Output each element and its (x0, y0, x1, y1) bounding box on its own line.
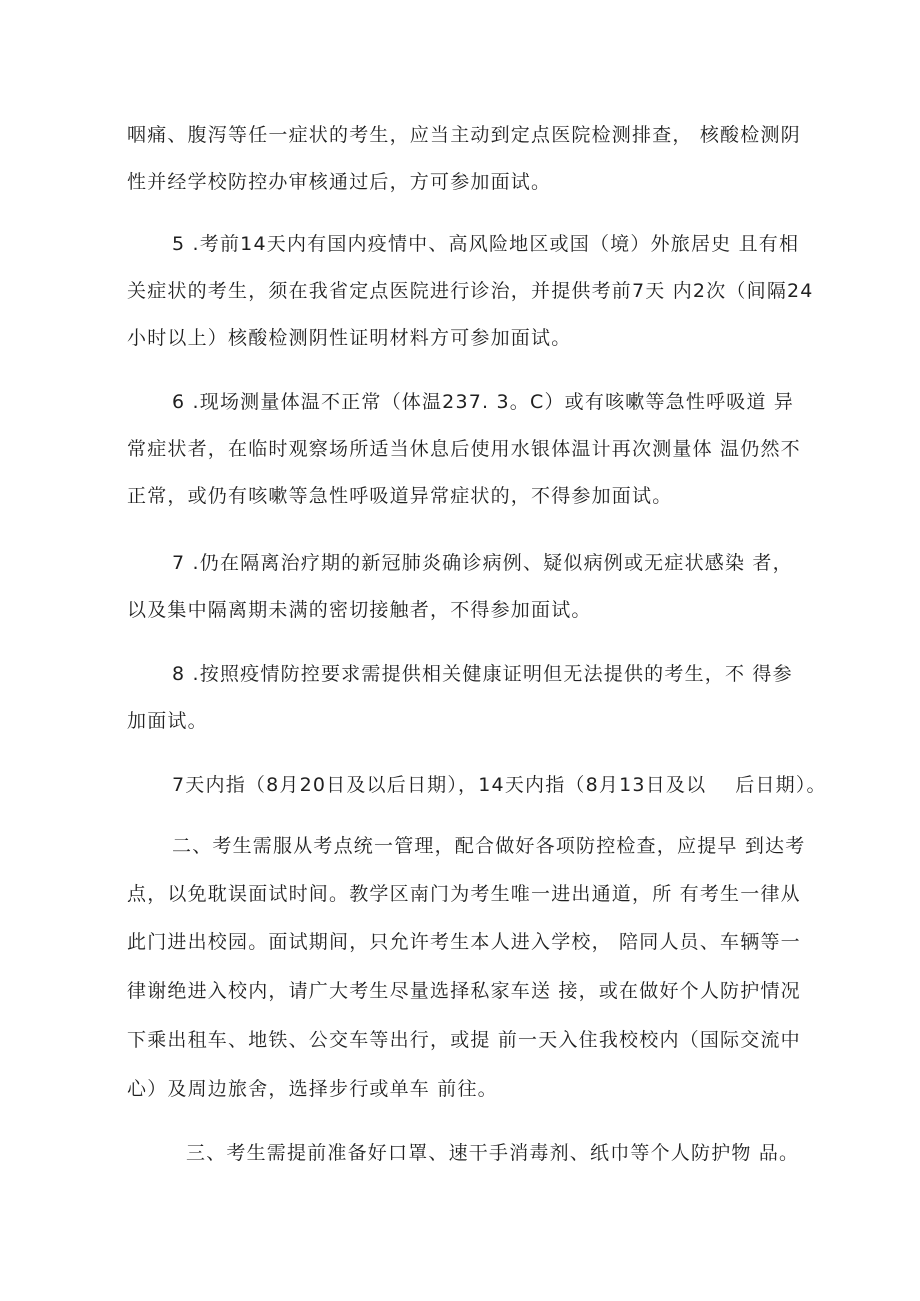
section-2-line-3: 此门进出校园。面试期间，只允许考生本人进入学校， 陪同人员、车辆等一 (127, 931, 801, 953)
item-5-line-2: 关症状的考生，须在我省定点医院进行诊治，并提供考前7天 内2次（间隔24 (127, 280, 814, 302)
section-2-line-4: 律谢绝进入校内，请广大考生尽量选择私家车送 接，或在做好个人防护情况 (127, 980, 801, 1002)
item-8-line-2: 加面试。 (127, 710, 208, 732)
paragraph-continued-line-1: 咽痛、腹泻等任一症状的考生，应当主动到定点医院检测排查， 核酸检测阴 (127, 124, 801, 146)
section-3-line-1: 三、考生需提前准备好口罩、速干手消毒剂、纸巾等个人防护物 品。 (186, 1142, 800, 1164)
item-6-line-1: 6 .现场测量体温不正常（体温237. 3。C）或有咳嗽等急性呼吸道 异 (172, 391, 795, 413)
section-2-line-1: 二、考生需服从考点统一管理，配合做好各项防控检查，应提早 到达考 (172, 835, 806, 857)
date-note-line: 7天内指（8月20日及以后日期），14天内指（8月13日及以 后日期）。 (172, 774, 827, 796)
paragraph-continued-line-2: 性并经学校防控办审核通过后，方可参加面试。 (127, 171, 552, 193)
item-6-line-2: 常症状者，在临时观察场所适当休息后使用水银体温计再次测量体 温仍然不 (127, 438, 801, 460)
item-8-line-1: 8 .按照疫情防控要求需提供相关健康证明但无法提供的考生，不 得参 (172, 663, 793, 685)
item-5-line-1: 5 .考前14天内有国内疫情中、高风险地区或国（境）外旅居史 且有相 (172, 233, 800, 255)
section-2-line-5: 下乘出租车、地铁、公交车等出行，或提 前一天入住我校校内（国际交流中 (127, 1029, 801, 1051)
item-5-line-3: 小时以上）核酸检测阴性证明材料方可参加面试。 (127, 327, 572, 349)
item-7-line-2: 以及集中隔离期未满的密切接触者，不得参加面试。 (127, 599, 592, 621)
item-6-line-3: 正常，或仍有咳嗽等急性呼吸道异常症状的，不得参加面试。 (127, 485, 673, 507)
section-2-line-2: 点，以免耽误面试时间。教学区南门为考生唯一进出通道，所 有考生一律从 (127, 883, 801, 905)
section-2-line-6: 心）及周边旅舍，选择步行或单车 前往。 (127, 1078, 498, 1100)
item-7-line-1: 7 .仍在隔离治疗期的新冠肺炎确诊病例、疑似病例或无症状感染 者， (172, 552, 793, 574)
